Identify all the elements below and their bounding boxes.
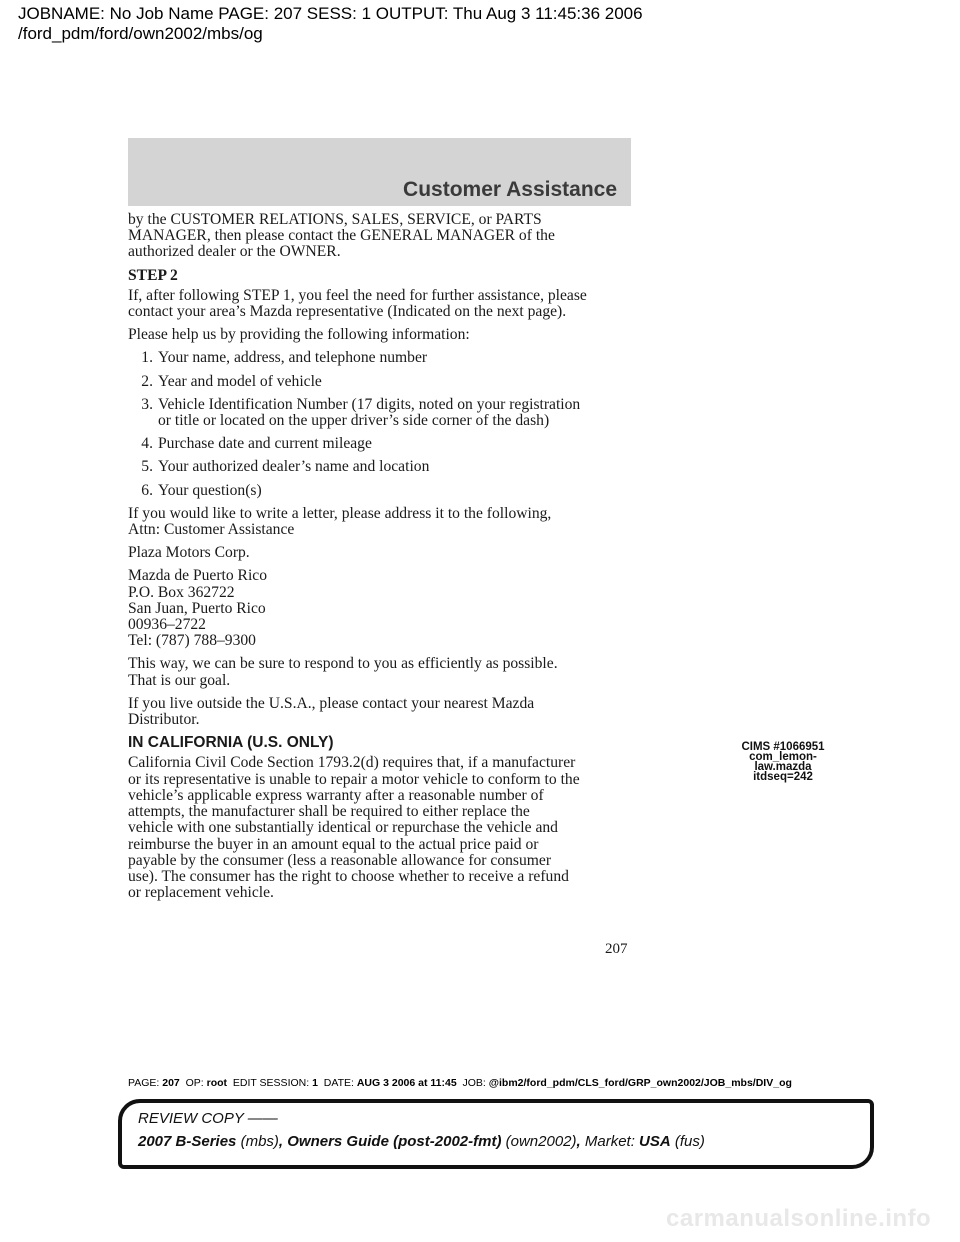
address-block: [128, 568, 640, 649]
california-line: attempts, the manufacturer shall be required to either replace the: [128, 803, 530, 821]
cims-line: CIMS #1066951: [741, 741, 825, 753]
intro-line: by the CUSTOMER RELATIONS, SALES, SERVICE, or PARTS: [128, 211, 542, 228]
job-header-line2: /ford_pdm/ford/own2002/mbs/og: [18, 24, 263, 43]
market-label: Market:: [584, 1133, 635, 1150]
letter-line: If you would like to write a letter, please address it to the following,: [128, 504, 552, 522]
meta-value: root: [206, 1077, 228, 1089]
intro-line: MANAGER, then please contact the GENERAL MANAGER of the: [128, 227, 555, 245]
meta-value: 207: [162, 1077, 180, 1089]
list-item: 1. Your name, address, and telephone number: [141, 349, 428, 367]
california-line: California Civil Code Section 1793.2(d) requires that, if a manufacturer: [128, 754, 576, 772]
outside-usa-paragraph: [128, 696, 640, 728]
california-line: payable by the consumer (less a reasonable allowance for consumer: [128, 851, 552, 869]
address-line: P.O. Box 362722: [128, 583, 235, 601]
page-number: 207: [605, 941, 628, 957]
efficiency-line: This way, we can be sure to respond to you as efficiently as possible.: [128, 655, 558, 673]
address-line: Mazda de Puerto Rico: [128, 567, 268, 585]
california-heading: IN CALIFORNIA (U.S. ONLY): [128, 734, 334, 752]
info-list: [128, 350, 640, 498]
california-line: vehicle’s applicable express warranty after a reasonable number of: [128, 786, 544, 804]
guide-code: (own2002): [505, 1133, 577, 1150]
efficiency-paragraph: [128, 656, 640, 688]
intro-paragraph: [128, 212, 640, 261]
model-code: (mbs): [240, 1133, 279, 1150]
list-item: 2. Year and model of vehicle: [141, 372, 322, 390]
list-item: 3. Vehicle Identification Number (17 digits, noted on your registration or title or located on the upper driver’s side corner of the dash): [141, 395, 581, 430]
meta-label: DATE:: [323, 1077, 354, 1089]
cims-line: itdseq=242: [753, 771, 813, 783]
meta-label: JOB:: [462, 1077, 486, 1089]
help-intro: Please help us by providing the following information:: [128, 326, 470, 344]
meta-value: @ibm2/ford_pdm/CLS_ford/GRP_own2002/JOB_mbs/DIV_og: [488, 1077, 792, 1089]
review-copy-label: REVIEW COPY ——: [138, 1110, 278, 1127]
footer-meta: [128, 1077, 792, 1089]
watermark: carmanualsonline.info: [666, 1205, 932, 1232]
meta-label: PAGE:: [128, 1077, 160, 1089]
california-paragraph: [128, 755, 640, 901]
meta-value: AUG 3 2006 at 11:45: [356, 1077, 457, 1089]
california-line: or replacement vehicle.: [128, 884, 274, 902]
list-item: 6. Your question(s): [141, 481, 262, 499]
section-title: Customer Assistance: [403, 178, 617, 201]
review-copy-box: [118, 1099, 874, 1169]
address-line: 00936–2722: [128, 616, 206, 634]
body-text: [128, 212, 640, 908]
meta-value: 1: [312, 1077, 318, 1089]
meta-label: EDIT SESSION:: [232, 1077, 310, 1089]
letter-line: Attn: Customer Assistance: [128, 521, 295, 539]
model-name: 2007 B-Series: [138, 1133, 237, 1150]
intro-line: authorized dealer or the OWNER.: [128, 243, 341, 261]
step2-heading: STEP 2: [128, 266, 178, 284]
california-line: vehicle with one substantially identical or repurchase the vehicle and: [128, 819, 558, 837]
market-value: USA: [639, 1133, 671, 1150]
list-item: 4. Purchase date and current mileage: [141, 435, 372, 453]
step2-line: contact your area’s Mazda representative (Indicated on the next page).: [128, 303, 567, 321]
outside-usa-line: Distributor.: [128, 711, 200, 729]
job-header: [18, 4, 643, 44]
step2-paragraph: [128, 288, 640, 320]
california-line: or its representative is unable to repair a motor vehicle to conform to the: [128, 770, 580, 788]
job-header-line1: JOBNAME: No Job Name PAGE: 207 SESS: 1 OUTPUT: Thu Aug 3 11:45:36 2006: [18, 4, 643, 23]
market-code: (fus): [674, 1133, 705, 1150]
list-item: 5. Your authorized dealer’s name and location: [141, 458, 430, 476]
address-line: San Juan, Puerto Rico: [128, 599, 266, 617]
california-line: use). The consumer has the right to choose whether to receive a refund: [128, 867, 569, 885]
cims-stamp: [728, 742, 838, 782]
meta-label: OP:: [185, 1077, 204, 1089]
cims-line: com_lemon-law.mazda: [749, 751, 817, 773]
efficiency-line: That is our goal.: [128, 671, 231, 689]
review-copy-details: 2007 B-Series (mbs), Owners Guide (post-2002-fmt) (own2002), Market: USA (fus): [138, 1133, 705, 1150]
company-name: Plaza Motors Corp.: [128, 544, 250, 562]
section-header-band: [128, 138, 631, 206]
address-line: Tel: (787) 788–9300: [128, 632, 256, 650]
outside-usa-line: If you live outside the U.S.A., please contact your nearest Mazda: [128, 694, 535, 712]
guide-name: Owners Guide (post-2002-fmt): [287, 1133, 502, 1150]
letter-paragraph: [128, 506, 640, 538]
california-line: reimburse the buyer in an amount equal to the actual price paid or: [128, 835, 539, 853]
step2-line: If, after following STEP 1, you feel the need for further assistance, please: [128, 286, 587, 304]
